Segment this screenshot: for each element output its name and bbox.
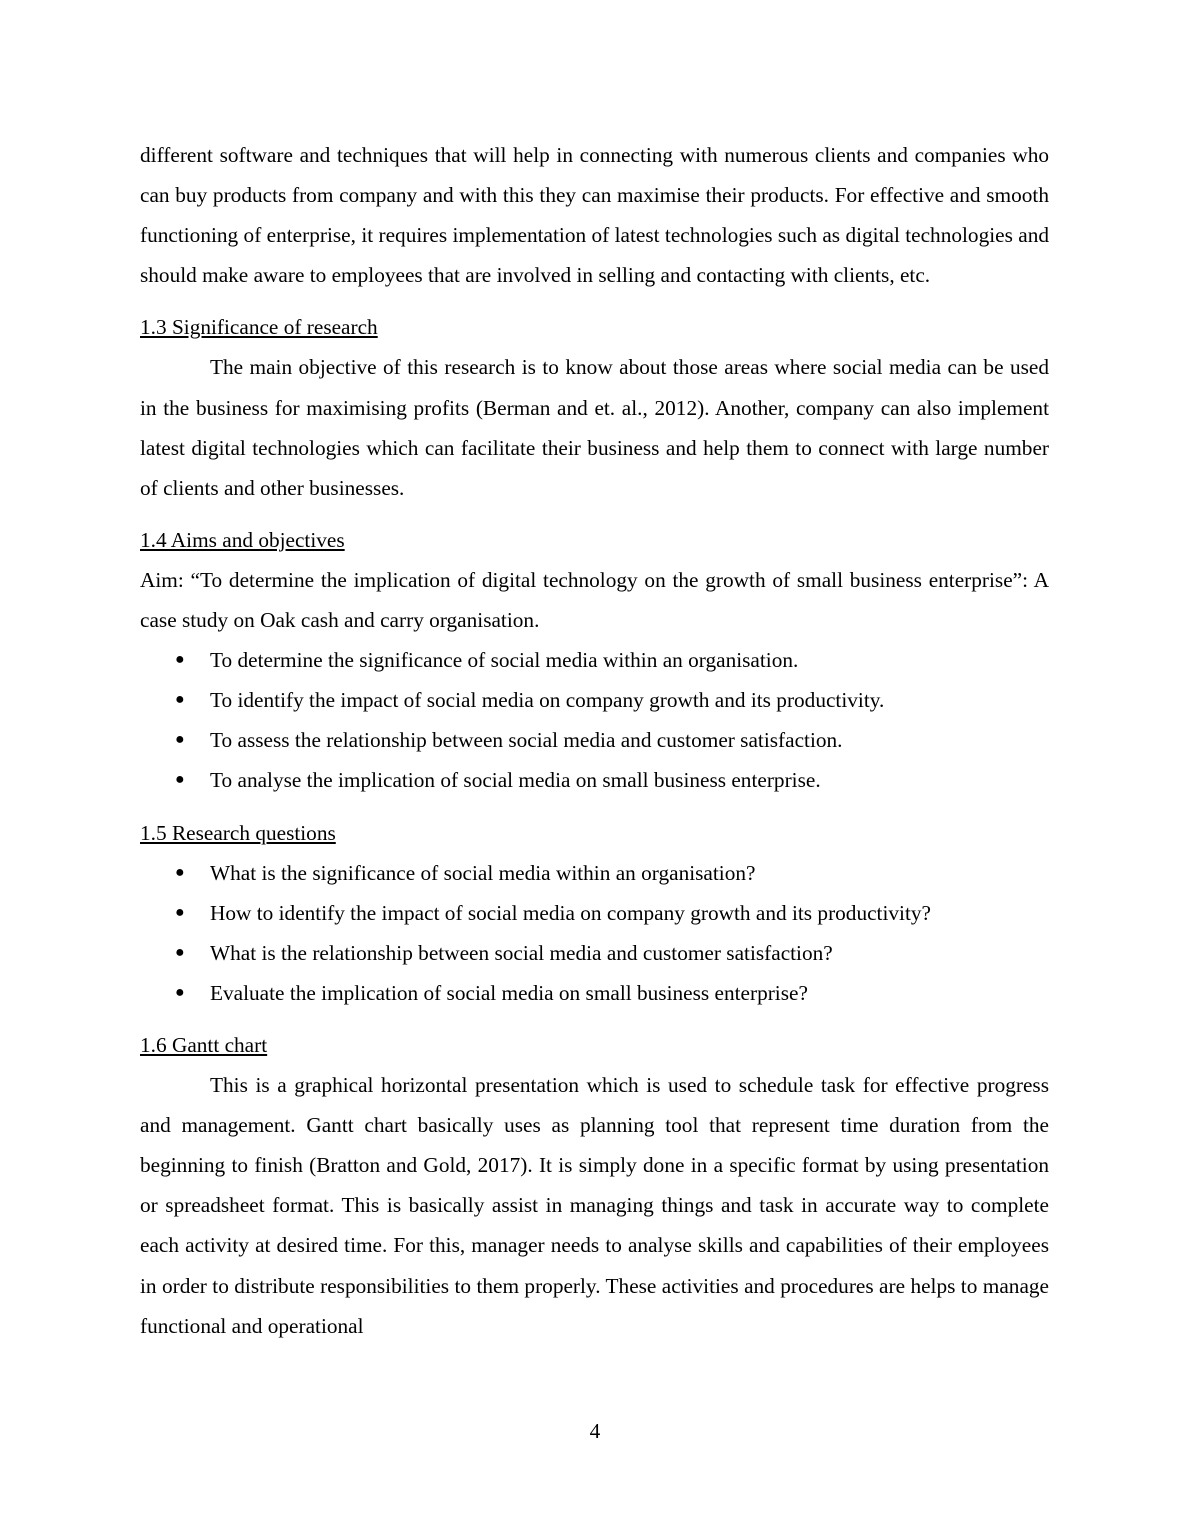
heading-significance-of-research: 1.3 Significance of research xyxy=(140,315,378,340)
list-item-text: How to identify the impact of social media on company growth and its productivity? xyxy=(210,900,931,925)
list-item-text: To assess the relationship between social media and customer satisfaction. xyxy=(210,728,843,753)
bullet-icon: ● xyxy=(175,863,185,881)
list-item xyxy=(140,853,1049,893)
list-item-text: To analyse the implication of social media on small business enterprise. xyxy=(210,768,821,793)
list-item xyxy=(140,760,1049,800)
list-item-text: What is the significance of social media within an organisation? xyxy=(210,860,756,885)
bullet-icon: ● xyxy=(175,943,185,961)
bullet-icon: ● xyxy=(175,771,185,789)
significance-paragraph: The main objective of this research is to know about those areas where social media can be used in the business for maximising profits (Berman and et. al., 2012). Another, company can also implement latest digital technologies which can facilitate their business and help them to connect with large number of clients and other businesses. xyxy=(140,355,1049,500)
research-questions-list xyxy=(140,853,1049,1013)
page-number: 4 xyxy=(589,1419,601,1443)
list-item-text: To determine the significance of social media within an organisation. xyxy=(210,648,799,673)
bullet-icon: ● xyxy=(175,651,185,669)
bullet-icon: ● xyxy=(175,903,185,921)
aim-statement: Aim: “To determine the implication of digital technology on the growth of small business enterprise”: A case study on Oak cash and carry organisation. xyxy=(140,567,1049,633)
list-item xyxy=(140,720,1049,760)
list-item-text: To identify the impact of social media on company growth and its productivity. xyxy=(210,688,885,713)
list-item-text: What is the relationship between social media and customer satisfaction? xyxy=(210,940,833,965)
list-item-text: Evaluate the implication of social media on small business enterprise? xyxy=(210,980,808,1005)
heading-research-questions: 1.5 Research questions xyxy=(140,820,336,845)
gantt-paragraph: This is a graphical horizontal presentation which is used to schedule task for effective progress and management. Gantt chart basically uses as planning tool that represent time duration from the beginning to finish (Bratton and Gold, 2017). It is simply done in a specific format by using presentation or spreadsheet format. This is basically assist in managing things and task in accurate way to complete each activity at desired time. For this, manager needs to analyse skills and capabilities of their employees in order to distribute responsibilities to them properly. These activities and procedures are helps to manage functional and operational xyxy=(140,1073,1049,1338)
intro-paragraph: different software and techniques that will help in connecting with numerous clients and companies who can buy products from company and with this they can maximise their products. For effective and smooth functioning of enterprise, it requires implementation of latest technologies such as digital technologies and should make aware to employees that are involved in selling and contacting with clients, etc. xyxy=(140,143,1049,288)
document-body xyxy=(140,135,1049,1346)
list-item xyxy=(140,933,1049,973)
list-item xyxy=(140,973,1049,1013)
bullet-icon: ● xyxy=(175,731,185,749)
heading-gantt-chart: 1.6 Gantt chart xyxy=(140,1032,268,1057)
bullet-icon: ● xyxy=(175,983,185,1001)
bullet-icon: ● xyxy=(175,691,185,709)
objectives-list xyxy=(140,640,1049,800)
list-item xyxy=(140,893,1049,933)
list-item xyxy=(140,640,1049,680)
list-item xyxy=(140,680,1049,720)
heading-aims-and-objectives: 1.4 Aims and objectives xyxy=(140,527,345,552)
